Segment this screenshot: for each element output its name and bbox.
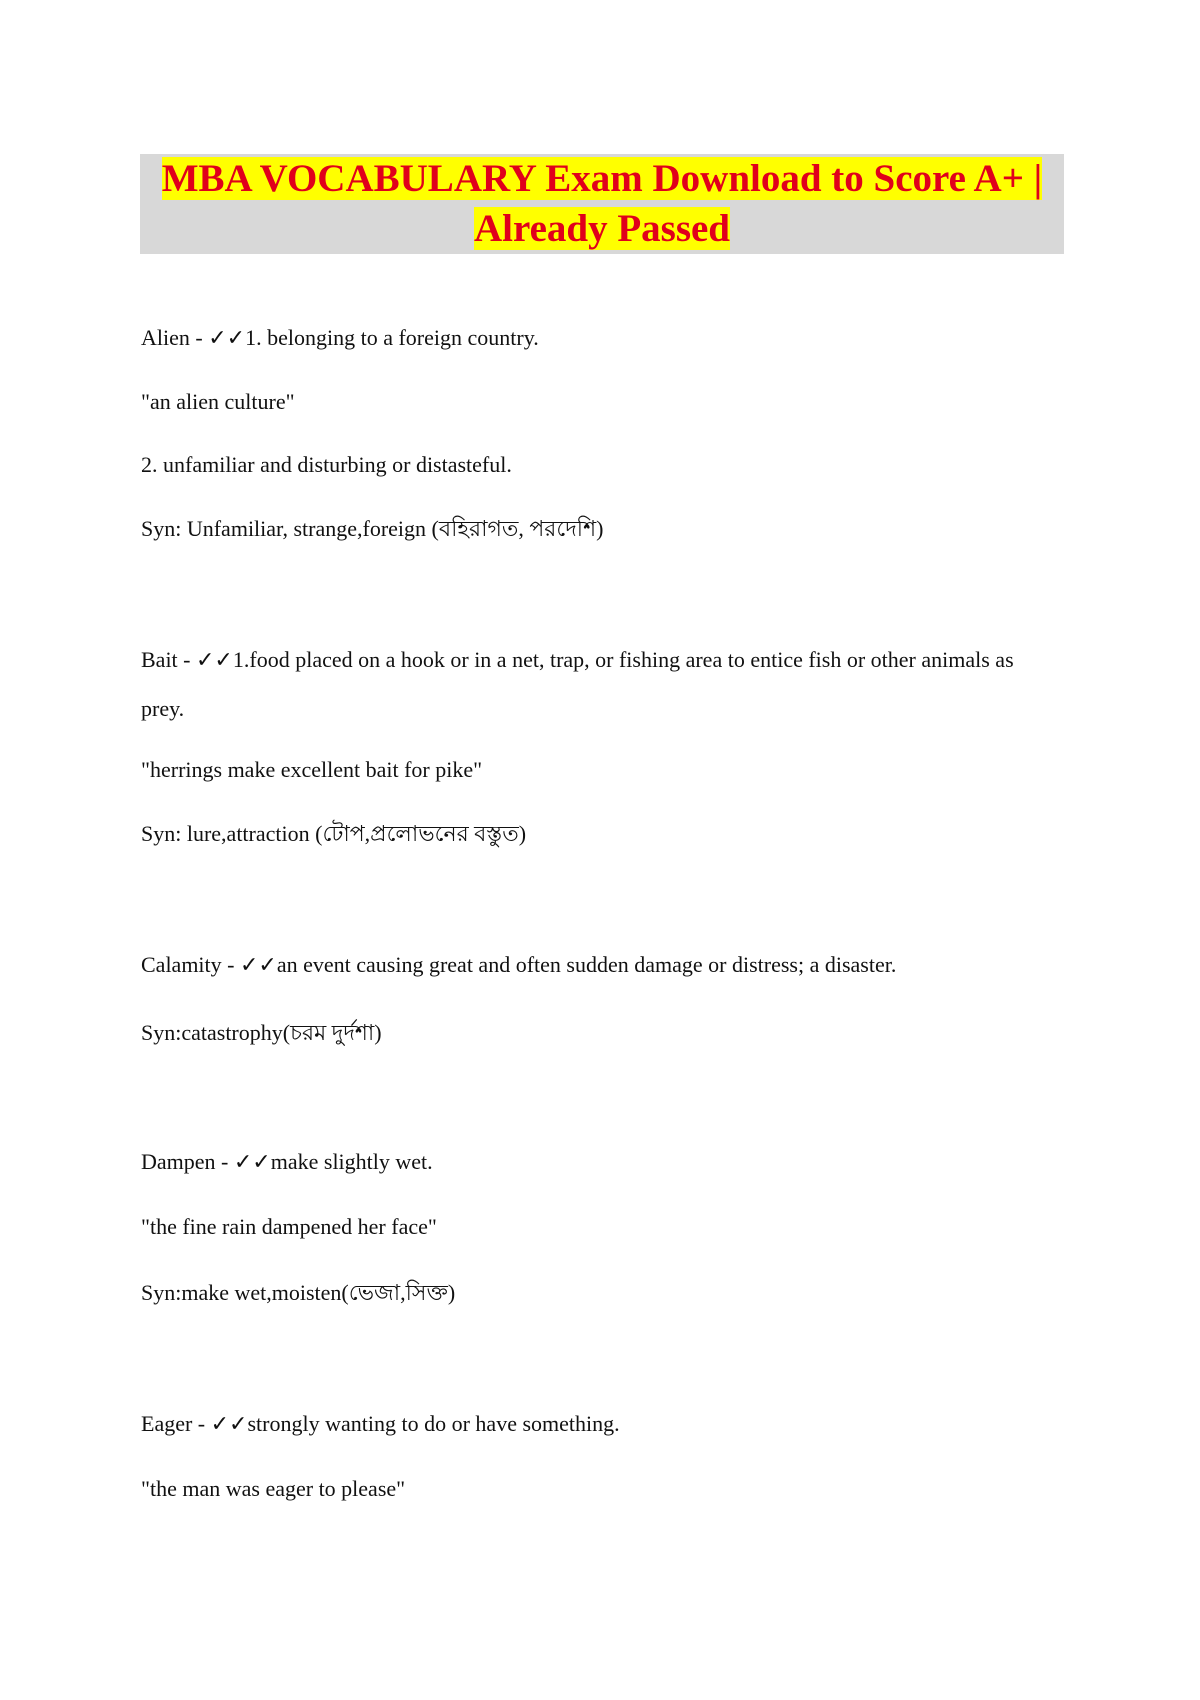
entry-dampen-synonyms: Syn:make wet,moisten(ভেজা,সিক্ত) — [141, 1280, 456, 1305]
entry-calamity-definition: Calamity - ✓✓an event causing great and often sudden damage or distress; a disaster. — [141, 952, 897, 978]
entry-alien-definition: Alien - ✓✓1. belonging to a foreign country. — [141, 325, 539, 351]
entry-eager-definition: Eager - ✓✓strongly wanting to do or have something. — [141, 1411, 620, 1437]
term: Bait — [141, 647, 178, 672]
entry-eager-example: "the man was eager to please" — [141, 1476, 406, 1501]
check-icon: ✓✓ — [233, 1150, 271, 1175]
title-line-2: Already Passed — [473, 207, 731, 250]
check-icon: ✓✓ — [208, 326, 246, 351]
definition: 1. belonging to a foreign country. — [245, 325, 539, 350]
entry-alien-definition-2: 2. unfamiliar and disturbing or distasteful. — [141, 452, 512, 477]
entry-calamity-synonyms: Syn:catastrophy(চরম দুর্দশা) — [141, 1020, 382, 1045]
entry-dampen-example: "the fine rain dampened her face" — [141, 1214, 437, 1239]
entry-bait-example: "herrings make excellent bait for pike" — [141, 757, 483, 782]
entry-alien-example: "an alien culture" — [141, 389, 295, 414]
definition: make slightly wet. — [270, 1149, 433, 1174]
document-title — [140, 154, 1064, 254]
entry-bait-synonyms: Syn: lure,attraction (টোপ,প্রলোভনের বস্তুত) — [141, 821, 527, 846]
title-line-1: MBA VOCABULARY Exam Download to Score A+ | — [161, 157, 1043, 200]
term: Alien — [141, 325, 190, 350]
check-icon: ✓✓ — [210, 1412, 248, 1437]
entry-bait-definition: Bait - ✓✓1.food placed on a hook or in a net, trap, or fishing area to entice fish or other animals as prey. — [141, 647, 1014, 721]
definition: an event causing great and often sudden damage or distress; a disaster. — [276, 952, 897, 977]
entry-dampen-definition: Dampen - ✓✓make slightly wet. — [141, 1149, 433, 1175]
term: Calamity — [141, 952, 222, 977]
definition: strongly wanting to do or have something. — [247, 1411, 620, 1436]
definition: 1.food placed on a hook or in a net, trap, or fishing area to entice fish or other animals as prey. — [141, 647, 1014, 721]
check-icon: ✓✓ — [196, 648, 233, 673]
term: Eager — [141, 1411, 193, 1436]
check-icon: ✓✓ — [239, 953, 277, 978]
entry-alien-synonyms: Syn: Unfamiliar, strange,foreign (বহিরাগত, পরদেশি) — [141, 516, 604, 541]
term: Dampen — [141, 1149, 216, 1174]
